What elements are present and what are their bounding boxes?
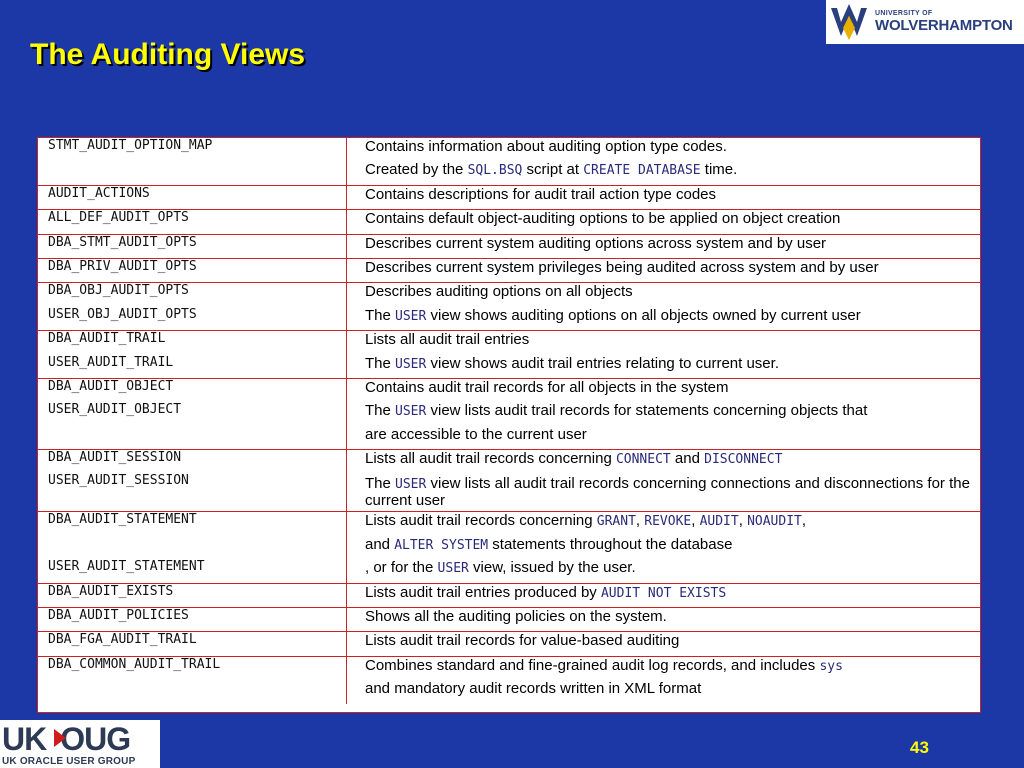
description-text: and mandatory audit records written in XML format bbox=[365, 680, 702, 698]
description-line bbox=[365, 657, 972, 680]
description-line bbox=[365, 235, 972, 258]
description-text: Describes auditing options on all objects bbox=[365, 283, 633, 301]
description-text: time. bbox=[700, 161, 738, 179]
slide-title: The Auditing Views bbox=[30, 38, 306, 71]
description-text: Contains audit trail records for all objects in the system bbox=[365, 378, 729, 396]
code-keyword: USER bbox=[437, 561, 469, 577]
code-keyword: REVOKE bbox=[644, 514, 692, 530]
description-text: Created by the bbox=[365, 161, 468, 179]
code-keyword: AUDIT NOT EXISTS bbox=[600, 585, 727, 601]
table-row bbox=[38, 378, 980, 449]
view-name: DBA_OBJ_AUDIT_OPTS bbox=[48, 283, 189, 299]
view-name-cell bbox=[38, 512, 347, 583]
view-name bbox=[48, 161, 346, 184]
view-name bbox=[48, 426, 346, 449]
view-description-cell bbox=[347, 210, 981, 234]
view-name-cell bbox=[38, 583, 347, 607]
description-text: Contains descriptions for audit trail action type codes bbox=[365, 185, 717, 203]
table-row bbox=[38, 632, 980, 656]
description-text: , or for the bbox=[365, 559, 438, 577]
description-text: , bbox=[738, 512, 748, 530]
ukoug-uk-text: UK bbox=[2, 721, 47, 757]
description-text: Contains default object-auditing options to be applied on object creation bbox=[365, 210, 841, 228]
page-number: 43 bbox=[910, 738, 929, 757]
view-name: DBA_AUDIT_OBJECT bbox=[48, 378, 174, 394]
code-keyword: CREATE DATABASE bbox=[583, 163, 701, 179]
table-row bbox=[38, 258, 980, 282]
code-keyword: sys bbox=[819, 658, 843, 674]
description-line bbox=[365, 536, 972, 559]
code-keyword: USER bbox=[395, 308, 427, 324]
description-text: Describes current system privileges being audited across system and by user bbox=[365, 258, 879, 276]
ukoug-wordmark bbox=[2, 722, 130, 756]
description-text: Shows all the auditing policies on the system. bbox=[365, 608, 667, 626]
code-keyword: DISCONNECT bbox=[704, 452, 783, 468]
university-wordmark bbox=[875, 10, 1013, 34]
view-name bbox=[48, 536, 346, 559]
table-row bbox=[38, 138, 980, 185]
view-description-cell bbox=[347, 283, 981, 331]
view-name-cell bbox=[38, 138, 347, 185]
table-row bbox=[38, 608, 980, 632]
description-text: Lists all audit trail entries bbox=[365, 331, 530, 349]
view-name: DBA_STMT_AUDIT_OPTS bbox=[48, 234, 197, 250]
description-line bbox=[365, 632, 972, 655]
view-name-cell bbox=[38, 258, 347, 282]
view-name: USER_OBJ_AUDIT_OPTS bbox=[48, 306, 197, 322]
view-name: DBA_AUDIT_POLICIES bbox=[48, 608, 189, 624]
description-line bbox=[365, 512, 972, 535]
description-text: statements throughout the database bbox=[488, 535, 733, 553]
code-keyword: AUDIT bbox=[699, 514, 739, 530]
university-of-text: UNIVERSITY OF bbox=[875, 10, 933, 17]
auditing-views-table bbox=[37, 137, 981, 713]
description-text: and bbox=[365, 535, 395, 553]
code-keyword: USER bbox=[395, 404, 427, 420]
view-description-cell bbox=[347, 331, 981, 379]
view-name-cell bbox=[38, 234, 347, 258]
description-text: , bbox=[801, 512, 807, 530]
description-text: view lists all audit trail records concerning connections and disconnections for the current user bbox=[365, 475, 970, 510]
code-keyword: NOAUDIT bbox=[747, 514, 802, 530]
view-description-cell bbox=[347, 608, 981, 632]
description-text: The bbox=[365, 354, 396, 372]
view-name: DBA_COMMON_AUDIT_TRAIL bbox=[48, 656, 221, 672]
description-text: Combines standard and fine-grained audit log records, and includes bbox=[365, 656, 820, 674]
view-name-cell bbox=[38, 378, 347, 449]
description-text: Lists all audit trail records concerning bbox=[365, 450, 616, 468]
view-name: USER_AUDIT_TRAIL bbox=[48, 354, 174, 370]
view-description-cell bbox=[347, 512, 981, 583]
view-name-cell bbox=[38, 632, 347, 656]
description-line bbox=[365, 331, 972, 354]
view-name-cell bbox=[38, 450, 347, 512]
view-name: USER_AUDIT_OBJECT bbox=[48, 402, 182, 418]
description-text: The bbox=[365, 402, 396, 420]
description-text: Lists audit trail records concerning bbox=[365, 512, 597, 530]
ukoug-tagline: UK ORACLE USER GROUP bbox=[2, 756, 136, 767]
description-line bbox=[365, 138, 972, 161]
description-text: Describes current system auditing options across system and by user bbox=[365, 234, 827, 252]
description-text: view, issued by the user. bbox=[468, 559, 636, 577]
description-text: view shows audit trail entries relating to current user. bbox=[426, 354, 779, 372]
view-name-cell bbox=[38, 608, 347, 632]
description-line bbox=[365, 450, 972, 473]
view-description-cell bbox=[347, 450, 981, 512]
table-row bbox=[38, 234, 980, 258]
view-name-cell bbox=[38, 210, 347, 234]
view-name-cell bbox=[38, 283, 347, 331]
view-name: ALL_DEF_AUDIT_OPTS bbox=[48, 210, 189, 226]
view-name-cell bbox=[38, 331, 347, 379]
code-keyword: CONNECT bbox=[615, 452, 671, 468]
table-row bbox=[38, 583, 980, 607]
description-text: view shows auditing options on all objects owned by current user bbox=[426, 306, 861, 324]
view-name: AUDIT_ACTIONS bbox=[48, 185, 150, 201]
view-description-cell bbox=[347, 234, 981, 258]
description-line bbox=[365, 259, 972, 282]
description-line bbox=[365, 355, 972, 378]
view-description-cell bbox=[347, 583, 981, 607]
code-keyword: USER bbox=[395, 356, 427, 372]
code-keyword: SQL.BSQ bbox=[467, 163, 523, 179]
view-name: DBA_AUDIT_TRAIL bbox=[48, 331, 166, 347]
view-description-cell bbox=[347, 258, 981, 282]
view-description-cell bbox=[347, 656, 981, 703]
description-line bbox=[365, 379, 972, 402]
view-name: USER_AUDIT_STATEMENT bbox=[48, 559, 205, 575]
view-name: DBA_AUDIT_STATEMENT bbox=[48, 512, 197, 528]
description-line bbox=[365, 307, 972, 330]
ukoug-oug-text: OUG bbox=[60, 721, 131, 757]
table-row bbox=[38, 331, 980, 379]
description-text: view lists audit trail records for statements concerning objects that bbox=[426, 402, 868, 420]
wolverhampton-mark-icon bbox=[829, 2, 869, 42]
description-text: , bbox=[691, 512, 700, 530]
table-row bbox=[38, 283, 980, 331]
description-line bbox=[365, 608, 972, 631]
description-text: , bbox=[635, 512, 645, 530]
view-name-cell bbox=[38, 656, 347, 703]
university-of-wolverhampton-logo bbox=[826, 0, 1024, 44]
code-keyword: USER bbox=[395, 477, 427, 493]
description-text: The bbox=[365, 475, 396, 493]
view-description-cell bbox=[347, 185, 981, 209]
table-row bbox=[38, 185, 980, 209]
view-description-cell bbox=[347, 632, 981, 656]
view-name-cell bbox=[38, 185, 347, 209]
table-row bbox=[38, 656, 980, 703]
description-line bbox=[365, 161, 972, 184]
description-line bbox=[365, 680, 972, 703]
wolverhampton-text: WOLVERHAMPTON bbox=[875, 17, 1013, 34]
description-text: script at bbox=[522, 161, 584, 179]
code-keyword: ALTER SYSTEM bbox=[394, 537, 489, 553]
description-text: Contains information about auditing option type codes. bbox=[365, 138, 727, 155]
view-description-cell bbox=[347, 138, 981, 185]
description-text: Lists audit trail records for value-based auditing bbox=[365, 632, 680, 650]
ukoug-arrow-icon bbox=[54, 729, 66, 747]
description-text: The bbox=[365, 306, 396, 324]
description-line bbox=[365, 402, 972, 425]
description-line bbox=[365, 210, 972, 233]
description-text: and bbox=[670, 450, 705, 468]
code-keyword: GRANT bbox=[596, 514, 636, 530]
view-name: USER_AUDIT_SESSION bbox=[48, 473, 189, 489]
view-name: DBA_FGA_AUDIT_TRAIL bbox=[48, 632, 197, 648]
view-name: DBA_PRIV_AUDIT_OPTS bbox=[48, 258, 197, 274]
description-line bbox=[365, 426, 972, 449]
view-name bbox=[48, 680, 346, 703]
description-text: Lists audit trail entries produced by bbox=[365, 583, 601, 601]
view-name: DBA_AUDIT_EXISTS bbox=[48, 583, 174, 599]
description-line bbox=[365, 584, 972, 607]
description-line bbox=[365, 559, 972, 582]
description-line bbox=[365, 186, 972, 209]
description-text: are accessible to the current user bbox=[365, 425, 587, 443]
view-name: STMT_AUDIT_OPTION_MAP bbox=[48, 138, 213, 153]
table-row bbox=[38, 450, 980, 512]
table-row bbox=[38, 512, 980, 583]
description-line bbox=[365, 283, 972, 306]
description-line bbox=[365, 473, 972, 511]
view-description-cell bbox=[347, 378, 981, 449]
view-name: DBA_AUDIT_SESSION bbox=[48, 450, 182, 466]
table-row bbox=[38, 210, 980, 234]
ukoug-logo bbox=[0, 720, 160, 768]
